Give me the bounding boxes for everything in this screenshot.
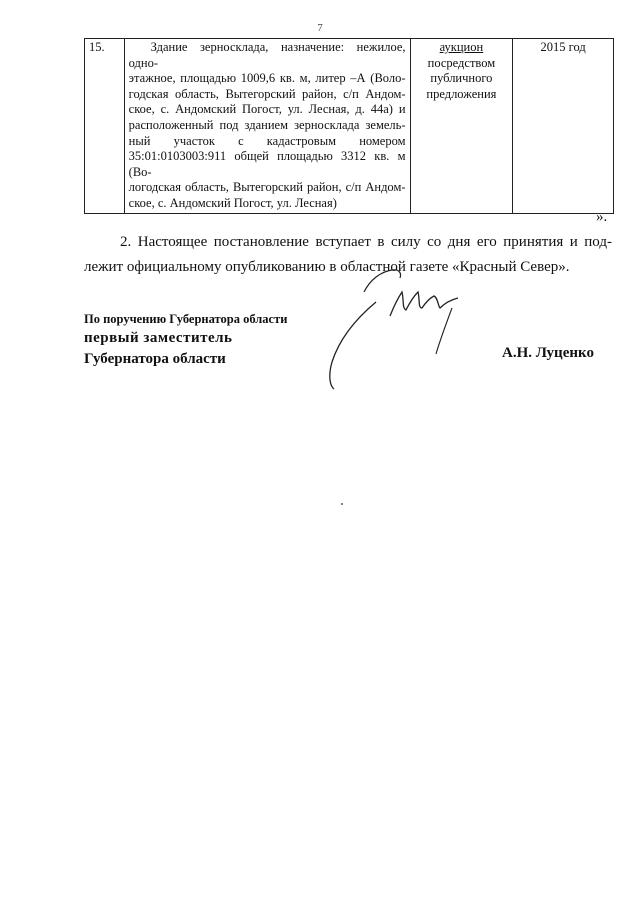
closing-quote-mark: ». bbox=[596, 209, 608, 225]
description-line: Здание зерносклада, назначение: нежилое, одно- bbox=[128, 40, 406, 70]
property-table bbox=[84, 38, 614, 214]
paragraph-line: лежит официальному опубликованию в областной газете «Красный Север». bbox=[84, 259, 570, 275]
scan-speck bbox=[341, 503, 343, 505]
description-line: этажное, площадью 1009,6 кв. м, литер –А (Воло- bbox=[128, 71, 406, 86]
sale-method bbox=[410, 39, 513, 214]
property-description bbox=[124, 39, 410, 214]
paragraph-line: 2. Настоящее постановление вступает в силу со дня его принятия и под- bbox=[120, 234, 612, 250]
signatory-line: Губернатора области bbox=[84, 351, 226, 367]
signatory-line: первый заместитель bbox=[84, 330, 233, 346]
table-row bbox=[85, 39, 614, 214]
signatory-title bbox=[84, 310, 287, 370]
sale-method-title: аукцион bbox=[439, 40, 484, 54]
signatory-line: По поручению Губернатора области bbox=[84, 312, 288, 326]
row-number: 15. bbox=[85, 39, 125, 214]
sale-period: 2015 год bbox=[513, 39, 614, 214]
description-line: ское, с. Андомский Погост, ул. Лесная, д. 44а) и bbox=[128, 102, 406, 117]
handwritten-signature bbox=[318, 262, 468, 392]
sale-method-detail: посредством публичного предложения bbox=[426, 55, 497, 101]
description-line: ный участок с кадастровым номером bbox=[128, 133, 406, 148]
page-number: 7 bbox=[317, 22, 323, 34]
description-line: годская область, Вытегорский район, с/п Андом- bbox=[128, 86, 406, 101]
description-line: расположенный под зданием зерносклада земель- bbox=[128, 117, 406, 132]
description-line: ское, с. Андомский Погост, ул. Лесная) bbox=[128, 195, 337, 210]
description-line: 35:01:0103003:911 общей площадью 3312 кв. м (Во- bbox=[128, 149, 406, 179]
description-line: логодская область, Вытегорский район, с/п Андом- bbox=[128, 180, 406, 195]
signer-name: А.Н. Луценко bbox=[502, 345, 594, 361]
